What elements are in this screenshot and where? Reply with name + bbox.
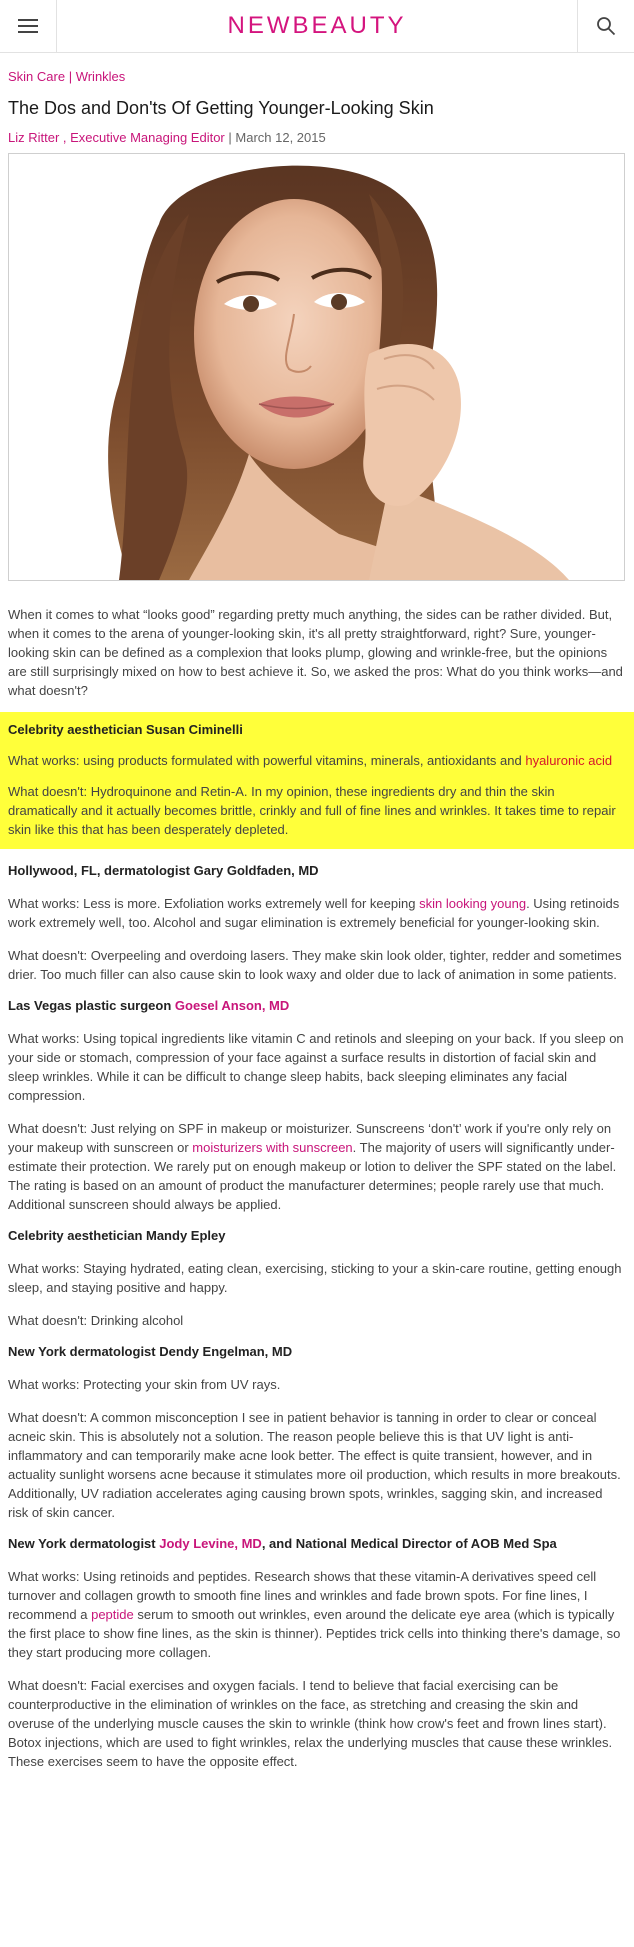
hyaluronic-acid-link[interactable]: hyaluronic acid — [525, 753, 613, 768]
what-doesnt-paragraph: What doesn't: Facial exercises and oxygen facials. I tend to believe that facial exercising can be counterproductive in the elimination of wrinkles on the face, as stretching and creasing the skin and overuse of the underlying muscle causes the skin to wrinkle (think how crow's feet and frown lines start). Botox injections, which are used to fight wrinkles, relax the underlying muscles that cause these wrinkles. These exercises seem to have the opposite effect. — [8, 1678, 613, 1769]
expert-name: New York dermatologist Dendy Engelman, MD — [8, 1344, 293, 1359]
expert-name: Celebrity aesthetician Susan Ciminelli — [8, 722, 243, 737]
search-button[interactable] — [577, 0, 634, 52]
what-doesnt-text-cont: . The majority of users will significantly under-estimate their protection. We rarely put on enough makeup or lotion to deliver the SPF stated on the label. The rating is based on an amount of product the manufacturer determines; people rarely use that much. Additional sunscreen should always be applied. — [8, 1140, 617, 1212]
what-doesnt-paragraph: What doesn't: Overpeeling and overdoing lasers. They make skin look older, tighter, redder and sometimes drier. Too much filler can also cause skin to look waxy and older due to lack of animation in some patients. — [8, 948, 622, 982]
expert-name: Celebrity aesthetician Mandy Epley — [8, 1228, 226, 1243]
moisturizers-with-sunscreen-link[interactable]: moisturizers with sunscreen — [192, 1140, 353, 1155]
expert-section-engelman — [8, 1342, 626, 1522]
expert-section-anson — [8, 996, 626, 1214]
what-doesnt-paragraph — [8, 1119, 626, 1214]
article-title: The Dos and Don'ts Of Getting Younger-Looking Skin — [8, 98, 434, 118]
menu-button[interactable] — [0, 0, 57, 52]
expert-title: New York dermatologist — [8, 1536, 160, 1551]
hero-image — [8, 153, 625, 581]
what-works-text: What works: Less is more. Exfoliation works extremely well for keeping — [8, 896, 420, 911]
what-works-text-cont: . Using retinoids work extremely well, too. Alcohol and sugar elimination is extremely beneficial for younger-looking skin. — [8, 896, 620, 930]
article-content — [0, 69, 634, 1771]
what-works-paragraph — [8, 894, 626, 932]
what-doesnt-paragraph: What doesn't: A common misconception I see in patient behavior is tanning in order to clear or conceal acneic skin. This is absolutely not a solution. The reason people believe this is that UV light is anti-inflammatory and can temporarily make acne look better. The effect is quite transient, however, and in actuality sunlight worsens acne because it stimulates more oil production, which results in more breakouts. Additionally, UV radiation accelerates aging causing brown spots, wrinkles, sagging skin, and increased risk of skin cancer. — [8, 1410, 621, 1520]
category-link-skin-care[interactable]: Skin Care — [8, 69, 66, 84]
publish-date: March 12, 2015 — [235, 130, 326, 145]
what-doesnt-paragraph: What doesn't: Hydroquinone and Retin-A. In my opinion, these ingredients dry and thin the skin dramatically and it actually becomes brittle, crinkly and full of fine lines and wrinkles. It takes time to repair skin like this that has been desperately depleted. — [8, 784, 616, 837]
expert-name — [8, 1534, 626, 1553]
expert-section-epley — [8, 1226, 626, 1330]
what-works-text: What works: using products formulated with powerful vitamins, minerals, antioxidants and — [8, 753, 526, 768]
author-link[interactable]: Liz Ritter , Executive Managing Editor — [8, 130, 225, 145]
byline — [8, 130, 626, 145]
what-works-paragraph: What works: Protecting your skin from UV rays. — [8, 1377, 281, 1392]
what-works-paragraph: What works: Staying hydrated, eating clean, exercising, sticking to your a skin-care routine, getting enough sleep, and staying positive and happy. — [8, 1261, 622, 1295]
expert-title-cont: , and National Medical Director of AOB Med Spa — [261, 1536, 557, 1551]
what-doesnt-text: What doesn't: Just relying on SPF in makeup or moisturizer. Sunscreens ‘don't’ work if you're only rely on your makeup with sunscreen or — [8, 1121, 612, 1155]
expert-name: Hollywood, FL, dermatologist Gary Goldfaden, MD — [8, 863, 319, 878]
peptide-link[interactable]: peptide — [91, 1607, 134, 1622]
what-doesnt-paragraph: What doesn't: Drinking alcohol — [8, 1313, 184, 1328]
expert-section-levine — [8, 1534, 626, 1771]
what-works-text: What works: Using retinoids and peptides. Research shows that these vitamin-A derivatives speed cell turnover and collagen growth to smooth fine lines and wrinkles and fade brown spots. For fine lines, I recommend a — [8, 1569, 597, 1622]
what-works-paragraph — [8, 751, 626, 770]
site-logo[interactable]: NEWBEAUTY — [227, 12, 407, 39]
hamburger-menu-icon — [18, 18, 38, 34]
goesel-anson-link[interactable]: Goesel Anson, MD — [174, 998, 290, 1013]
search-icon — [596, 16, 616, 36]
category-link-wrinkles[interactable]: Wrinkles — [75, 69, 126, 84]
breadcrumb — [8, 69, 626, 84]
woman-portrait-image — [9, 154, 624, 580]
article-intro: When it comes to what “looks good” regarding pretty much anything, the sides can be rather divided. But, when it comes to the arena of younger-looking skin, it's all pretty straightforward, right? Sure, younger-looking skin can be defined as a complexion that looks plump, glowing and wrinkle-free, but the opinions are still surprisingly mixed on how to best achieve it. So, we asked the pros: What do you think works—and what doesn't? — [8, 607, 623, 698]
expert-name — [8, 996, 626, 1015]
byline-separator: | — [224, 130, 236, 145]
what-works-text-cont: serum to smooth out wrinkles, even around the delicate eye area (which is typically the first place to show fine lines, as the skin is thinner). Peptides trick cells into thinking there's damage, so they start producing more collagen. — [8, 1607, 621, 1660]
what-works-paragraph — [8, 1567, 626, 1662]
breadcrumb-separator: | — [65, 69, 76, 84]
jody-levine-link[interactable]: Jody Levine, MD — [159, 1536, 262, 1551]
skin-looking-young-link[interactable]: skin looking young — [419, 896, 527, 911]
expert-section-goldfaden — [8, 861, 626, 984]
what-works-paragraph: What works: Using topical ingredients like vitamin C and retinols and sleeping on your back. If you sleep on your side or stomach, compression of your face against a surface results in distortion of facial skin and sleep wrinkles. While it can be difficult to change sleep habits, back sleeping eliminates any facial compression. — [8, 1031, 624, 1103]
expert-title: Las Vegas plastic surgeon — [8, 998, 175, 1013]
highlighted-expert-block — [0, 712, 634, 849]
site-header — [0, 0, 634, 53]
